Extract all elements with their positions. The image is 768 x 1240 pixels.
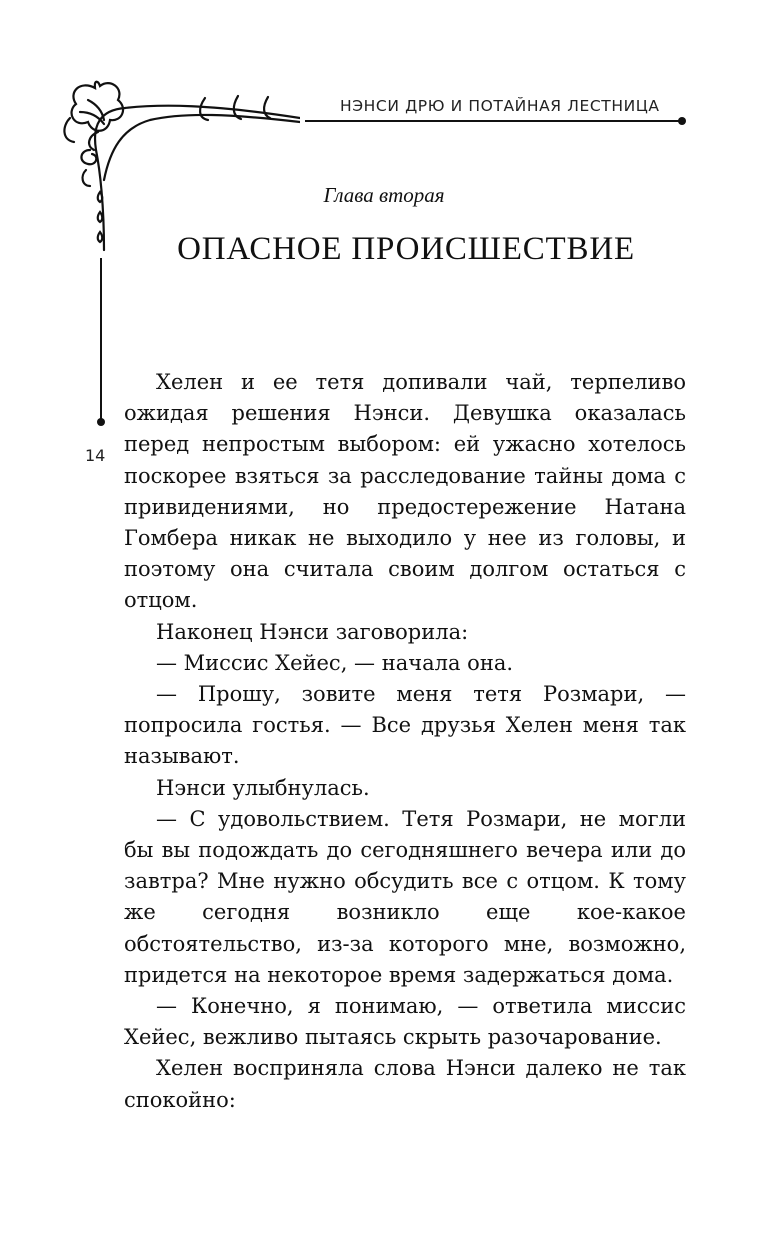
paragraph: Хелен и ее тетя допивали чай, терпеливо ожидая решения Нэнси. Девушка оказалась перед непростым выбором: ей ужасно хотелось поскорее взяться за расследование тайны дома с привидениями, но предостережение Натана Гомбера никак не выходило у нее из головы, и поэтому она считала своим долгом остаться с отцом. [124, 370, 686, 613]
margin-rule-end-dot [97, 418, 105, 426]
page-number: 14 [85, 446, 106, 465]
paragraph: — Конечно, я понимаю, — ответила миссис Хейес, вежливо пытаясь скрыть разочарование. [124, 994, 686, 1050]
chapter-title: ОПАСНОЕ ПРОИСШЕСТВИЕ [177, 231, 635, 267]
margin-vertical-rule [100, 258, 102, 420]
header-rule-end-dot [678, 117, 686, 125]
corner-ornament [0, 0, 300, 270]
running-title: НЭНСИ ДРЮ И ПОТАЙНАЯ ЛЕСТНИЦА [340, 97, 660, 115]
body-text [124, 367, 686, 1116]
paragraph: — Прошу, зовите меня тетя Розмари, — попросила гостья. — Все друзья Хелен меня так называют. [124, 682, 686, 769]
paragraph: Наконец Нэнси заговорила: [156, 619, 469, 644]
paragraph: Хелен восприняла слова Нэнси далеко не так спокойно: [124, 1056, 686, 1112]
paragraph: — С удовольствием. Тетя Розмари, не могли бы вы подождать до сегодняшнего вечера или до завтра? Мне нужно обсудить все с отцом. К тому же сегодня возникло еще кое-какое обстоятельство, из-за которого мне, возможно, придется на некоторое время задержаться дома. [124, 806, 686, 987]
header-rule [305, 120, 681, 122]
paragraph: Нэнси улыбнулась. [156, 775, 370, 800]
chapter-label: Глава вторая [323, 183, 445, 207]
paragraph: — Миссис Хейес, — начала она. [156, 650, 514, 675]
